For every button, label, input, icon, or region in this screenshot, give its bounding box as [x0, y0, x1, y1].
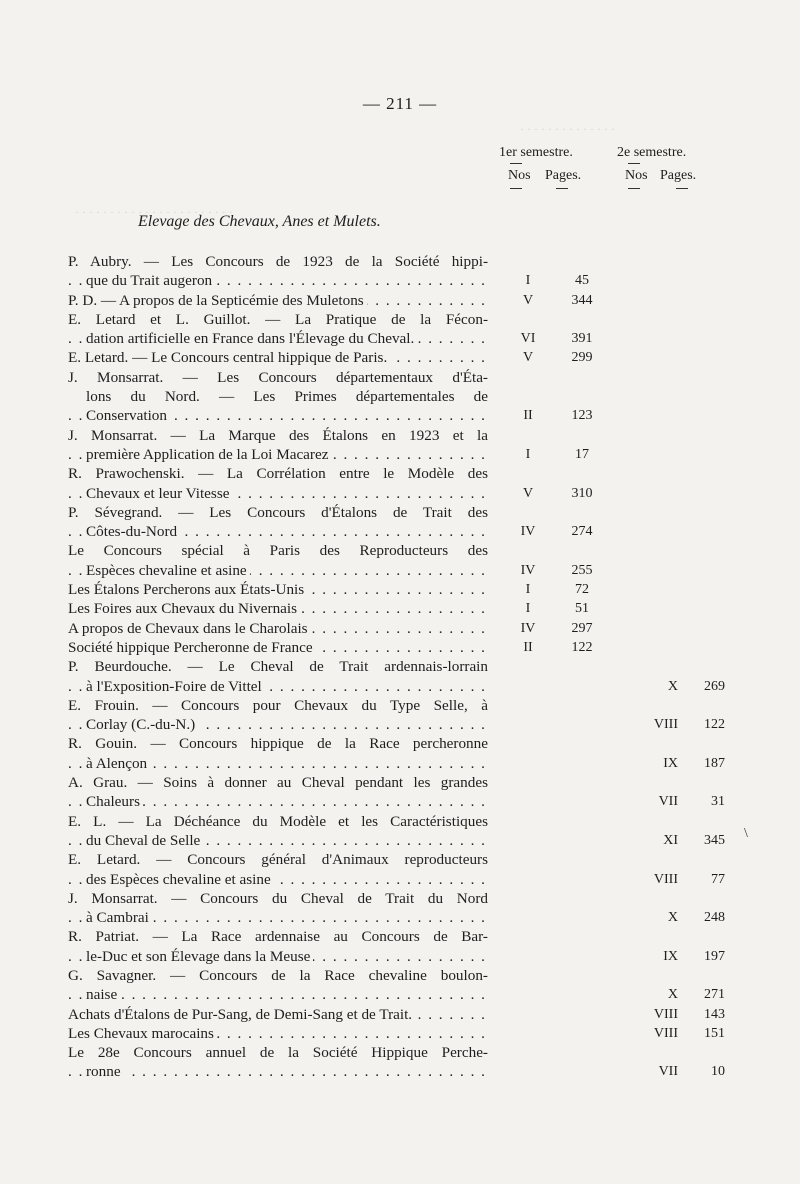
entry-line [68, 831, 488, 850]
index-entry [68, 1005, 725, 1024]
entry-page: 51 [575, 601, 589, 617]
entry-volume: V [522, 350, 534, 366]
index-entry [68, 966, 725, 1005]
entry-line [68, 792, 488, 811]
entry-line-text: Côtes-du-Nord [86, 523, 180, 540]
entry-line-text: Achats d'Étalons de Pur-Sang, de Demi-Sang et de Trait. [68, 1006, 415, 1023]
column-header-pages-1: Pages. [545, 168, 582, 183]
entry-page: 345 [704, 832, 725, 848]
margin-mark: \ [744, 826, 748, 841]
header-rule [628, 163, 640, 164]
header-rule [556, 188, 568, 189]
entry-page: 299 [571, 350, 593, 366]
bleed-through: · · · · · · · · · · · · · · [520, 122, 615, 136]
entry-line [68, 1062, 488, 1081]
header-rule [510, 163, 522, 164]
entry-line: J. Monsarrat. — Les Concours départementaux d'Éta- [68, 368, 488, 386]
entry-line-text: Les Chevaux marocains [68, 1025, 217, 1042]
bleed-through: · · · · · · · · · · · · · · · · · · · · · · · [75, 205, 233, 219]
entry-volume: VII [658, 1064, 678, 1080]
entry-line [68, 908, 488, 927]
index-entry [68, 291, 718, 310]
entry-volume: X [667, 910, 678, 926]
entry-line [68, 677, 488, 696]
index-entry [68, 1043, 725, 1082]
column-header-nos-1: Nos [508, 168, 531, 183]
entry-page: 10 [711, 1064, 725, 1080]
entry-volume: VIII [653, 717, 678, 733]
entry-page: 255 [571, 562, 593, 578]
entry-page: 187 [704, 755, 725, 771]
entry-page: 344 [571, 292, 593, 308]
entry-line [68, 329, 488, 348]
entry-line [68, 1024, 488, 1043]
entry-page: 31 [711, 794, 725, 810]
entry-line-text: A propos de Chevaux dans le Charolais [68, 620, 311, 637]
index-entry [68, 310, 718, 349]
column-header-sem1: 1er semestre. [499, 145, 573, 160]
entry-line-text: des Espèces chevaline et asine [86, 871, 274, 888]
entry-line: E. L. — La Déchéance du Modèle et les Caractéristiques [68, 812, 488, 830]
entry-volume: V [522, 485, 534, 501]
entry-line: J. Monsarrat. — Concours du Cheval de Trait du Nord [68, 889, 488, 907]
column-header-nos-2: Nos [625, 168, 648, 183]
entry-volume: VIII [653, 1006, 678, 1022]
index-entry [68, 773, 725, 812]
index-entry [68, 368, 718, 426]
entry-line: P. Beurdouche. — Le Cheval de Trait ardennais-lorrain [68, 658, 488, 676]
column-header-sem2: 2e semestre. [617, 145, 687, 160]
index-entry [68, 696, 725, 735]
entry-volume: I [525, 582, 531, 598]
entry-volume: XI [663, 832, 678, 848]
entry-line [68, 754, 488, 773]
entry-volume: X [667, 678, 678, 694]
index-entries [68, 252, 725, 1082]
entry-page: 391 [571, 331, 593, 347]
entry-volume: V [522, 292, 534, 308]
entry-line-text: Les Foires aux Chevaux du Nivernais [68, 600, 300, 617]
index-entry [68, 619, 718, 638]
entry-volume: VI [520, 331, 536, 347]
entry-line [68, 599, 488, 618]
index-entry [68, 503, 718, 542]
entry-line-text: Conservation [86, 407, 170, 424]
entry-page: 17 [575, 446, 589, 462]
entry-line-text: Société hippique Percheronne de France [68, 639, 316, 656]
entry-page: 151 [704, 1025, 725, 1041]
entry-page: 297 [571, 620, 593, 636]
entry-line [68, 580, 488, 599]
entry-volume: I [525, 446, 531, 462]
index-entry [68, 812, 725, 851]
entry-line [68, 522, 488, 541]
entry-line-text: Corlay (C.-du-N.) [86, 716, 198, 733]
entry-page: 197 [704, 948, 725, 964]
index-entry [68, 541, 718, 580]
entry-line: G. Savagner. — Concours de la Race chevaline boulon- [68, 966, 488, 984]
entry-line-text: à Cambrai [86, 909, 152, 926]
page-number: — 211 — [362, 94, 438, 113]
index-entry [68, 927, 725, 966]
entry-volume: VIII [653, 1025, 678, 1041]
entry-volume: IX [663, 755, 678, 771]
entry-page: 271 [704, 987, 725, 1003]
entry-line-text: le-Duc et son Élevage dans la Meuse [86, 948, 313, 965]
index-entry [68, 1024, 725, 1043]
entry-volume: IV [520, 620, 536, 636]
index-entry [68, 638, 718, 657]
entry-line: E. Letard et L. Guillot. — La Pratique de la Fécon- [68, 310, 488, 328]
entry-line: R. Gouin. — Concours hippique de la Race percheronne [68, 735, 488, 753]
entry-volume: I [525, 601, 531, 617]
entry-line: R. Prawochenski. — La Corrélation entre le Modèle des [68, 465, 488, 483]
index-entry [68, 850, 725, 889]
section-title: Elevage des Chevaux, Anes et Mulets. [138, 213, 381, 230]
entry-line: Le 28e Concours annuel de la Société Hippique Perche- [68, 1044, 488, 1062]
entry-line: lons du Nord. — Les Primes départementales de [86, 388, 488, 406]
index-entry [68, 599, 718, 618]
entry-line [68, 947, 488, 966]
entry-line [68, 484, 488, 503]
entry-line-text: du Cheval de Selle [86, 832, 203, 849]
entry-volume: II [523, 408, 533, 424]
index-entry [68, 657, 725, 696]
entry-volume: X [667, 987, 678, 1003]
entry-line: J. Monsarrat. — La Marque des Étalons en 1923 et la [68, 426, 488, 444]
entry-page: 45 [575, 273, 589, 289]
entry-line: E. Letard. — Concours général d'Animaux reproducteurs [68, 851, 488, 869]
entry-line-text: Espèces chevaline et asine [86, 562, 250, 579]
entry-line: R. Patriat. — La Race ardennaise au Concours de Bar- [68, 928, 488, 946]
entry-line-text: Les Étalons Percherons aux États-Unis [68, 581, 307, 598]
index-entry [68, 580, 718, 599]
entry-line [68, 561, 488, 580]
column-header-pages-2: Pages. [660, 168, 697, 183]
entry-line-text: à Alençon [86, 755, 150, 772]
entry-line-text: à l'Exposition-Foire de Vittel [86, 678, 265, 695]
entry-line [68, 870, 488, 889]
entry-volume: IX [663, 948, 678, 964]
entry-volume: VIII [653, 871, 678, 887]
entry-page: 77 [711, 871, 725, 887]
entry-line-text: E. Letard. — Le Concours central hippique de Paris. [68, 349, 390, 366]
entry-line: P. Sévegrand. — Les Concours d'Étalons de Trait des [68, 503, 488, 521]
entry-volume: II [523, 639, 533, 655]
entry-page: 143 [704, 1006, 725, 1022]
entry-line [68, 638, 488, 657]
index-entry [68, 889, 725, 928]
index-entry [68, 426, 718, 465]
index-entry [68, 348, 718, 367]
header-rule [628, 188, 640, 189]
entry-volume: IV [520, 524, 536, 540]
entry-page: 248 [704, 910, 725, 926]
entry-volume: VII [658, 794, 678, 810]
entry-page: 72 [575, 582, 589, 598]
entry-line [68, 1005, 488, 1024]
entry-line-text: Chaleurs [86, 793, 143, 810]
entry-line: A. Grau. — Soins à donner au Cheval pendant les grandes [68, 774, 488, 792]
entry-page: 269 [704, 678, 725, 694]
entry-line [68, 445, 488, 464]
entry-line: P. Aubry. — Les Concours de 1923 de la Société hippi- [68, 253, 488, 270]
entry-line-text: première Application de la Loi Macarez [86, 446, 331, 463]
entry-page: 274 [571, 524, 593, 540]
entry-line-text: que du Trait augeron [86, 272, 215, 289]
entry-line-text: dation artificielle en France dans l'Élevage du Cheval. [86, 330, 417, 347]
entry-page: 122 [704, 717, 725, 733]
index-entry [68, 252, 718, 291]
entry-page: 310 [571, 485, 593, 501]
index-entry [68, 734, 725, 773]
entry-volume: I [525, 273, 531, 289]
entry-page: 123 [571, 408, 593, 424]
entry-line [68, 985, 488, 1004]
entry-line [68, 348, 488, 367]
entry-line-text: ronne [86, 1063, 124, 1080]
entry-line [68, 715, 488, 734]
entry-volume: IV [520, 562, 536, 578]
entry-line [68, 406, 488, 425]
entry-page: 122 [571, 639, 593, 655]
entry-line [68, 291, 488, 310]
entry-line-text: Chevaux et leur Vitesse [86, 485, 232, 502]
entry-line: Le Concours spécial à Paris des Reproducteurs des [68, 542, 488, 560]
entry-line [68, 271, 488, 290]
header-rule [676, 188, 688, 189]
entry-line-text: naise [86, 986, 120, 1003]
header-rule [510, 188, 522, 189]
entry-line-text: P. D. — A propos de la Septicémie des Muletons [68, 292, 367, 309]
entry-line: E. Frouin. — Concours pour Chevaux du Type Selle, à [68, 696, 488, 714]
entry-line [68, 619, 488, 638]
index-entry [68, 464, 718, 503]
